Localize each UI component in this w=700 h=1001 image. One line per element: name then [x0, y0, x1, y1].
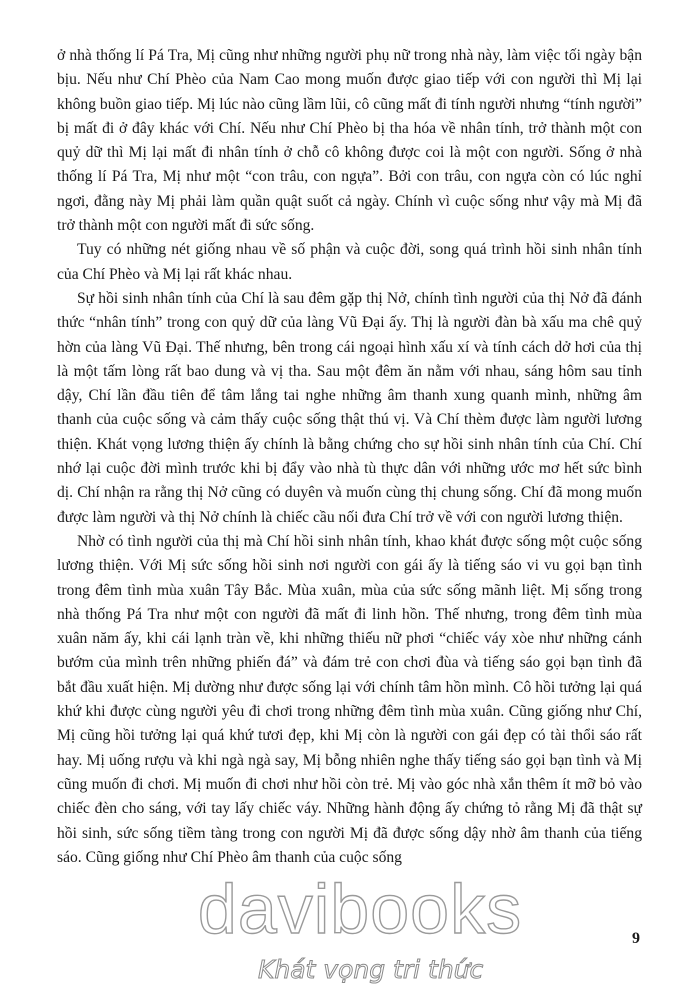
page-body: [57, 44, 642, 870]
paragraph-2: Tuy có những nét giống nhau về số phận và cuộc đời, song quá trình hồi sinh nhân tính của Chí Phèo và Mị lại rất khác nhau.: [57, 241, 642, 283]
paragraph-1: ở nhà thống lí Pá Tra, Mị cũng như những người phụ nữ trong nhà này, làm việc tối ngày bận bịu. Nếu như Chí Phèo của Nam Cao mong muốn được giao tiếp với con người thì Mị lại không buồn giao tiếp. Mị lúc nào cũng lầm lũi, cô cũng mất đi tính người nhưng “tính người” bị mất đi ở đây khác với Chí. Nếu như Chí Phèo bị tha hóa về nhân tính, trở thành một con quỷ dữ thì Mị lại mất đi nhân tính ở chỗ cô không được coi là một con người. Sống ở nhà thống lí Pá Tra, Mị như một “con trâu, con ngựa”. Bởi con trâu, con ngựa còn có lúc nghỉ ngơi, đằng này Mị phải làm quần quật suốt cả ngày. Chính vì cuộc sống như vậy mà Mị đã trở thành một con người mất đi sức sống.: [57, 47, 642, 235]
paragraph-4: Nhờ có tình người của thị mà Chí hồi sinh nhân tính, khao khát được sống một cuộc sống lương thiện. Với Mị sức sống hồi sinh nơi người con gái ấy là tiếng sáo vi vu gọi bạn tình trong đêm tình mùa xuân Tây Bắc. Mùa xuân, mùa của sức sống mãnh liệt. Mị sống trong nhà thống Pá Tra như một con người đã mất đi linh hồn. Thế nhưng, trong đêm tình mùa xuân năm ấy, khi cái lạnh tràn về, khi những thiếu nữ phơi “chiếc váy xòe như những cánh bướm của mình trên những phiến đá” và đám trẻ con chơi đùa và tiếng sáo gọi bạn tình đã bắt đầu xuất hiện. Mị dường như được sống lại với chính tâm hồn mình. Cô hồi tưởng lại quá khứ khi được cùng người yêu đi chơi trong những đêm tình mùa xuân. Cũng giống như Chí, Mị cũng hồi tưởng lại quá khứ tươi đẹp, khi Mị còn là người con gái đẹp có tài thổi sáo rất hay. Mị uống rượu và khi ngà ngà say, Mị bỗng nhiên nghe thấy tiếng sáo gọi bạn tình và Mị cũng muốn đi chơi. Mị muốn đi chơi như hồi còn trẻ. Mị vào góc nhà xắn thêm ít mỡ bỏ vào chiếc đèn cho sáng, với tay lấy chiếc váy. Những hành động ấy chứng tỏ rằng Mị đã thật sự hồi sinh, sức sống tiềm tàng trong con người Mị đã được sống dậy nhờ âm thanh của tiếng sáo. Cũng giống như Chí Phèo âm thanh của cuộc sống: [57, 532, 642, 866]
paragraph-3: Sự hồi sinh nhân tính của Chí là sau đêm gặp thị Nở, chính tình người của thị Nở đã đánh thức “nhân tính” trong con quỷ dữ của làng Vũ Đại ấy. Thị là người đàn bà xấu ma chê quỷ hờn của làng Vũ Đại. Thế nhưng, bên trong cái ngoại hình xấu xí và tính cách dở hơi của thị là một tấm lòng rất bao dung và vị tha. Sau một đêm ăn nằm với nhau, sáng hôm sau tỉnh dậy, Chí lần đầu tiên để tâm lắng tai nghe những âm thanh xung quanh mình, những âm thanh của cuộc sống và cảm thấy cuộc sống thật thú vị. Và Chí thèm được làm người lương thiện. Khát vọng lương thiện ấy chính là bằng chứng cho sự hồi sinh nhân tính của Chí. Chí nhớ lại cuộc đời mình trước khi bị đẩy vào nhà tù thực dân với những ước mơ hết sức bình dị. Chí nhận ra rằng thị Nở cũng có duyên và muốn cùng thị chung sống. Chí đã mong muốn được làm người và thị Nở chính là chiếc cầu nối đưa Chí trở về với con người lương thiện.: [57, 289, 642, 526]
watermark-tagline: Khát vọng tri thức: [258, 955, 484, 984]
watermark-logo: davibooks: [197, 870, 523, 948]
page-number: 9: [632, 930, 640, 947]
